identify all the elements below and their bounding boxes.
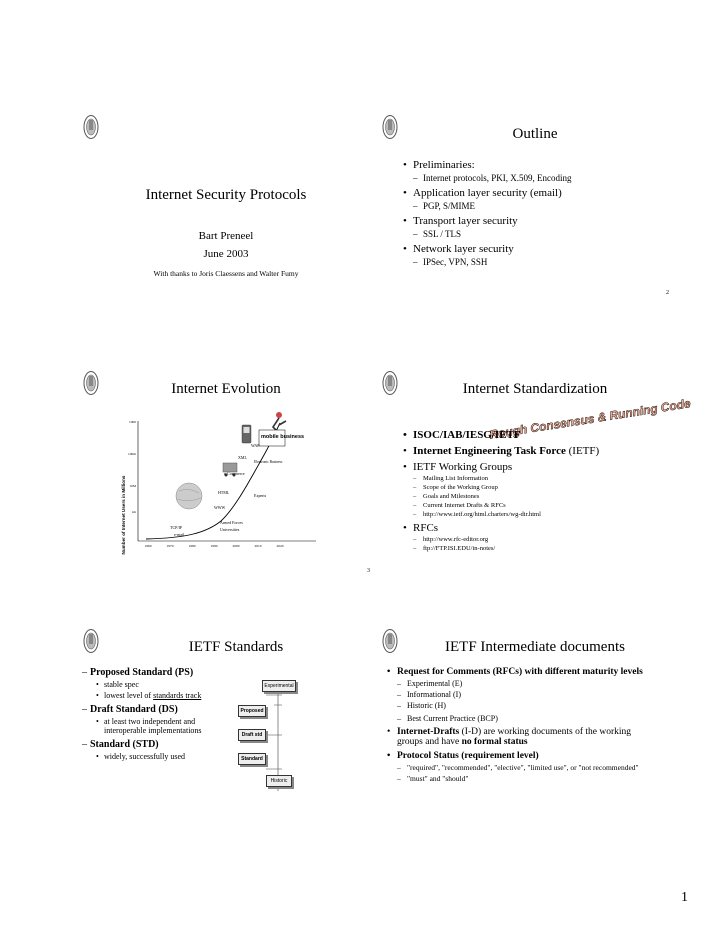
- stage-experimental: Experimental: [262, 680, 296, 692]
- standards-list: [82, 663, 232, 761]
- slide-title: IETF Intermediate documents: [445, 639, 625, 655]
- stage-historic: Historic: [266, 775, 292, 787]
- list-item: • ISOC/IAB/IESG/IETF: [403, 429, 673, 441]
- stage-draft: Draft std: [238, 729, 266, 741]
- slide-ietf-intermediate-documents: [375, 621, 675, 839]
- list-item: • Protocol Status (requirement level): [387, 751, 645, 761]
- list-subitem: – Experimental (E): [387, 679, 645, 688]
- stage-proposed: Proposed: [238, 705, 266, 717]
- milestone-label: Universities: [220, 527, 240, 532]
- author: Bart Preneel: [198, 230, 254, 242]
- page-number: 1: [681, 890, 688, 905]
- presentation-title: Internet Security Protocols: [145, 187, 307, 203]
- list-subitem: – Goals and Milestones: [403, 493, 673, 500]
- svg-text:Rough Consensus & Running Code: Rough Consensus & Running Code: [488, 396, 692, 442]
- outline-item: • Transport layer security: [403, 215, 571, 227]
- x-tick-label: 2000: [232, 544, 240, 548]
- slide-ietf-standards: [76, 621, 376, 839]
- list-subitem: • lowest level of standards track: [82, 691, 232, 700]
- x-tick-label: 1980: [188, 544, 196, 548]
- list-subitem: – Informational (I): [387, 690, 645, 699]
- list-subitem: – Mailing List Information: [403, 475, 673, 482]
- list-subitem: – "required", "recommended", "elective", "limited use", or "not recommended": [387, 763, 645, 772]
- standardization-list: [403, 425, 673, 552]
- list-subitem: – Best Current Practice (BCP): [387, 714, 645, 723]
- stage-standard: Standard: [238, 753, 266, 765]
- outline-list: [403, 155, 571, 267]
- outline-item: • Application layer security (email): [403, 187, 571, 199]
- globe-icon: [176, 483, 202, 509]
- slide-internet-evolution: [76, 363, 376, 581]
- list-subitem: – Current Internet Drafts & RFCs: [403, 502, 673, 509]
- slide-title: [76, 107, 376, 325]
- milestone-label: HTML: [218, 490, 230, 495]
- outline-item: • Network layer security: [403, 243, 571, 255]
- outline-subitem: – PGP, S/MIME: [403, 201, 571, 211]
- slide-number: 2: [666, 290, 669, 296]
- list-item: • RFCs: [403, 522, 673, 534]
- slide-title: Internet Standardization: [462, 381, 608, 397]
- x-tick-label: 1990: [210, 544, 218, 548]
- list-subitem: – "must" and "should": [387, 774, 645, 783]
- list-subitem: • widely, successfully used: [82, 752, 232, 761]
- list-item: • Internet Engineering Task Force (IETF): [403, 445, 673, 457]
- list-subitem: – Scope of the Working Group: [403, 484, 673, 491]
- y-tick-label: 10M: [129, 484, 136, 488]
- date: June 2003: [203, 248, 249, 260]
- list-item: – Proposed Standard (PS): [82, 667, 232, 678]
- list-subitem: • at least two independent and interoperable implementations: [82, 717, 232, 735]
- internet-evolution-chart: [76, 403, 376, 581]
- slide-title: IETF Standards: [188, 639, 284, 655]
- outline-subitem: – IPSec, VPN, SSH: [403, 257, 571, 267]
- list-subitem: • stable spec: [82, 680, 232, 689]
- milestone-label: e-mail: [174, 532, 185, 537]
- y-tick-label: 100m: [128, 452, 136, 456]
- list-subitem: – ftp://FTP.ISI.EDU/in-notes/: [403, 545, 673, 552]
- milestone-label: Experts: [254, 493, 267, 498]
- documents-list: [387, 663, 645, 783]
- x-tick-label: 1970: [166, 544, 174, 548]
- outline-subitem: – SSL / TLS: [403, 229, 571, 239]
- list-item: • Internet-Drafts (I-D) are working documents of the working groups and have no formal status: [387, 727, 645, 747]
- x-tick-label: 2010: [254, 544, 262, 548]
- slide-title: Outline: [512, 126, 558, 142]
- y-tick-label: 1m: [131, 510, 136, 514]
- list-subitem: – Historic (H): [387, 701, 645, 710]
- milestone-label: WWW: [214, 505, 226, 510]
- x-tick-label: 1960: [144, 544, 152, 548]
- acknowledgement: With thanks to Joris Claessens and Walter Fumy: [153, 269, 299, 278]
- milestone-label: XML: [238, 455, 247, 460]
- slide-number: 3: [367, 568, 370, 574]
- milestone-label: Electronic Business: [254, 460, 283, 464]
- list-subitem: – http://www.ietf.org/html.charters/wg-dir.html: [403, 511, 673, 518]
- university-seal-icon: [83, 114, 99, 140]
- milestone-label: mobile business: [261, 434, 305, 440]
- outline-item: • Preliminaries:: [403, 159, 571, 171]
- list-item: – Standard (STD): [82, 739, 232, 750]
- milestone-label: Armed Forces: [220, 520, 243, 525]
- list-item: • Request for Comments (RFCs) with different maturity levels: [387, 667, 645, 677]
- y-tick-label: 1000: [129, 420, 136, 424]
- slide-internet-standardization: [375, 363, 692, 581]
- mobile-phone-icon: [242, 425, 251, 443]
- list-subitem: – http://www.rfc-editor.org: [403, 536, 673, 543]
- slide-title: Internet Evolution: [171, 381, 281, 397]
- milestone-label: e-Commerce: [224, 471, 245, 476]
- outline-subitem: – Internet protocols, PKI, X.509, Encoding: [403, 173, 571, 183]
- y-axis-label: Number of Internet Users in Millions: [121, 475, 126, 555]
- milestone-label: TCP/IP: [170, 525, 183, 530]
- list-item: – Draft Standard (DS): [82, 704, 232, 715]
- milestone-label: WAP: [251, 443, 260, 448]
- list-item: • IETF Working Groups: [403, 461, 673, 473]
- x-tick-label: 2020: [276, 544, 284, 548]
- slide-outline: [375, 107, 675, 325]
